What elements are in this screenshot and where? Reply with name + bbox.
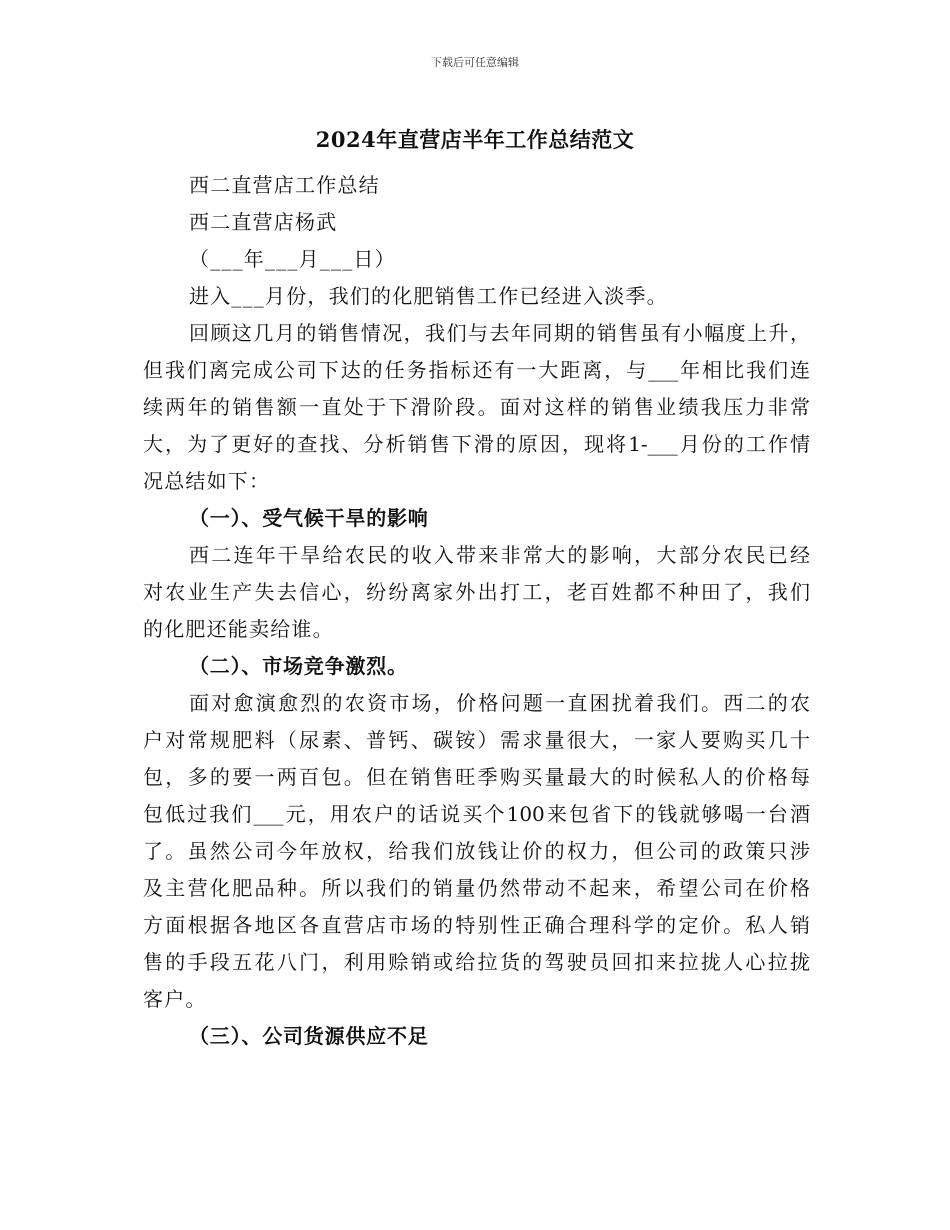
text-line: 面对愈演愈烈的农资市场，价格问题一直困扰着我们。西二的农 — [189, 691, 810, 715]
text-line: 了。虽然公司今年放权，给我们放钱让价的权力，但公司的政策只涉 — [143, 839, 810, 863]
page-title: 2024年直营店半年工作总结范文 — [315, 127, 635, 152]
text-line: 及主营化肥品种。所以我们的销量仍然带动不起来，希望公司在价格 — [143, 876, 810, 900]
section-heading: （一）、受气候干旱的影响 — [189, 506, 429, 530]
text-line: 包，多的要一两百包。但在销售旺季购买量最大的时候私人的价格每 — [143, 765, 810, 789]
text-line: 续两年的销售额一直处于下滑阶段。面对这样的销售业绩我压力非常 — [143, 395, 810, 419]
text-line: 进入___月份，我们的化肥销售工作已经进入淡季。 — [189, 284, 668, 308]
text-line: 对农业生产失去信心，纷纷离家外出打工，老百姓都不种田了，我们 — [143, 580, 810, 604]
text-line: 包低过我们___元，用农户的话说买个100来包省下的钱就够喝一台酒 — [143, 802, 810, 826]
text-line: 方面根据各地区各直营店市场的特别性正确合理科学的定价。私人销 — [143, 913, 810, 937]
header-note: 下载后可任意编辑 — [431, 56, 519, 69]
text-line: 但我们离完成公司下达的任务指标还有一大距离，与___年相比我们连 — [143, 358, 810, 382]
text-line: 大，为了更好的查找、分析销售下滑的原因，现将1-___月份的工作情 — [143, 432, 810, 456]
text-line: 西二直营店工作总结 — [189, 173, 380, 197]
text-line: 户对常规肥料（尿素、普钙、碳铵）需求量很大，一家人要购买几十 — [143, 728, 810, 752]
text-line: 的化肥还能卖给谁。 — [143, 617, 334, 641]
section-heading: （三）、公司货源供应不足 — [189, 1024, 429, 1048]
text-line: （___年___月___日） — [189, 247, 396, 271]
text-line: 西二直营店杨武 — [189, 210, 338, 234]
document-body — [143, 167, 810, 1055]
text-line: 回顾这几月的销售情况，我们与去年同期的销售虽有小幅度上升， — [189, 321, 810, 345]
section-heading: （二）、市场竞争激烈。 — [189, 654, 408, 678]
text-line: 西二连年干旱给农民的收入带来非常大的影响，大部分农民已经 — [189, 543, 810, 567]
text-line: 客户。 — [143, 987, 207, 1011]
text-line: 况总结如下： — [143, 469, 271, 493]
text-line: 售的手段五花八门，利用赊销或给拉货的驾驶员回扣来拉拢人心拉拢 — [143, 950, 810, 974]
